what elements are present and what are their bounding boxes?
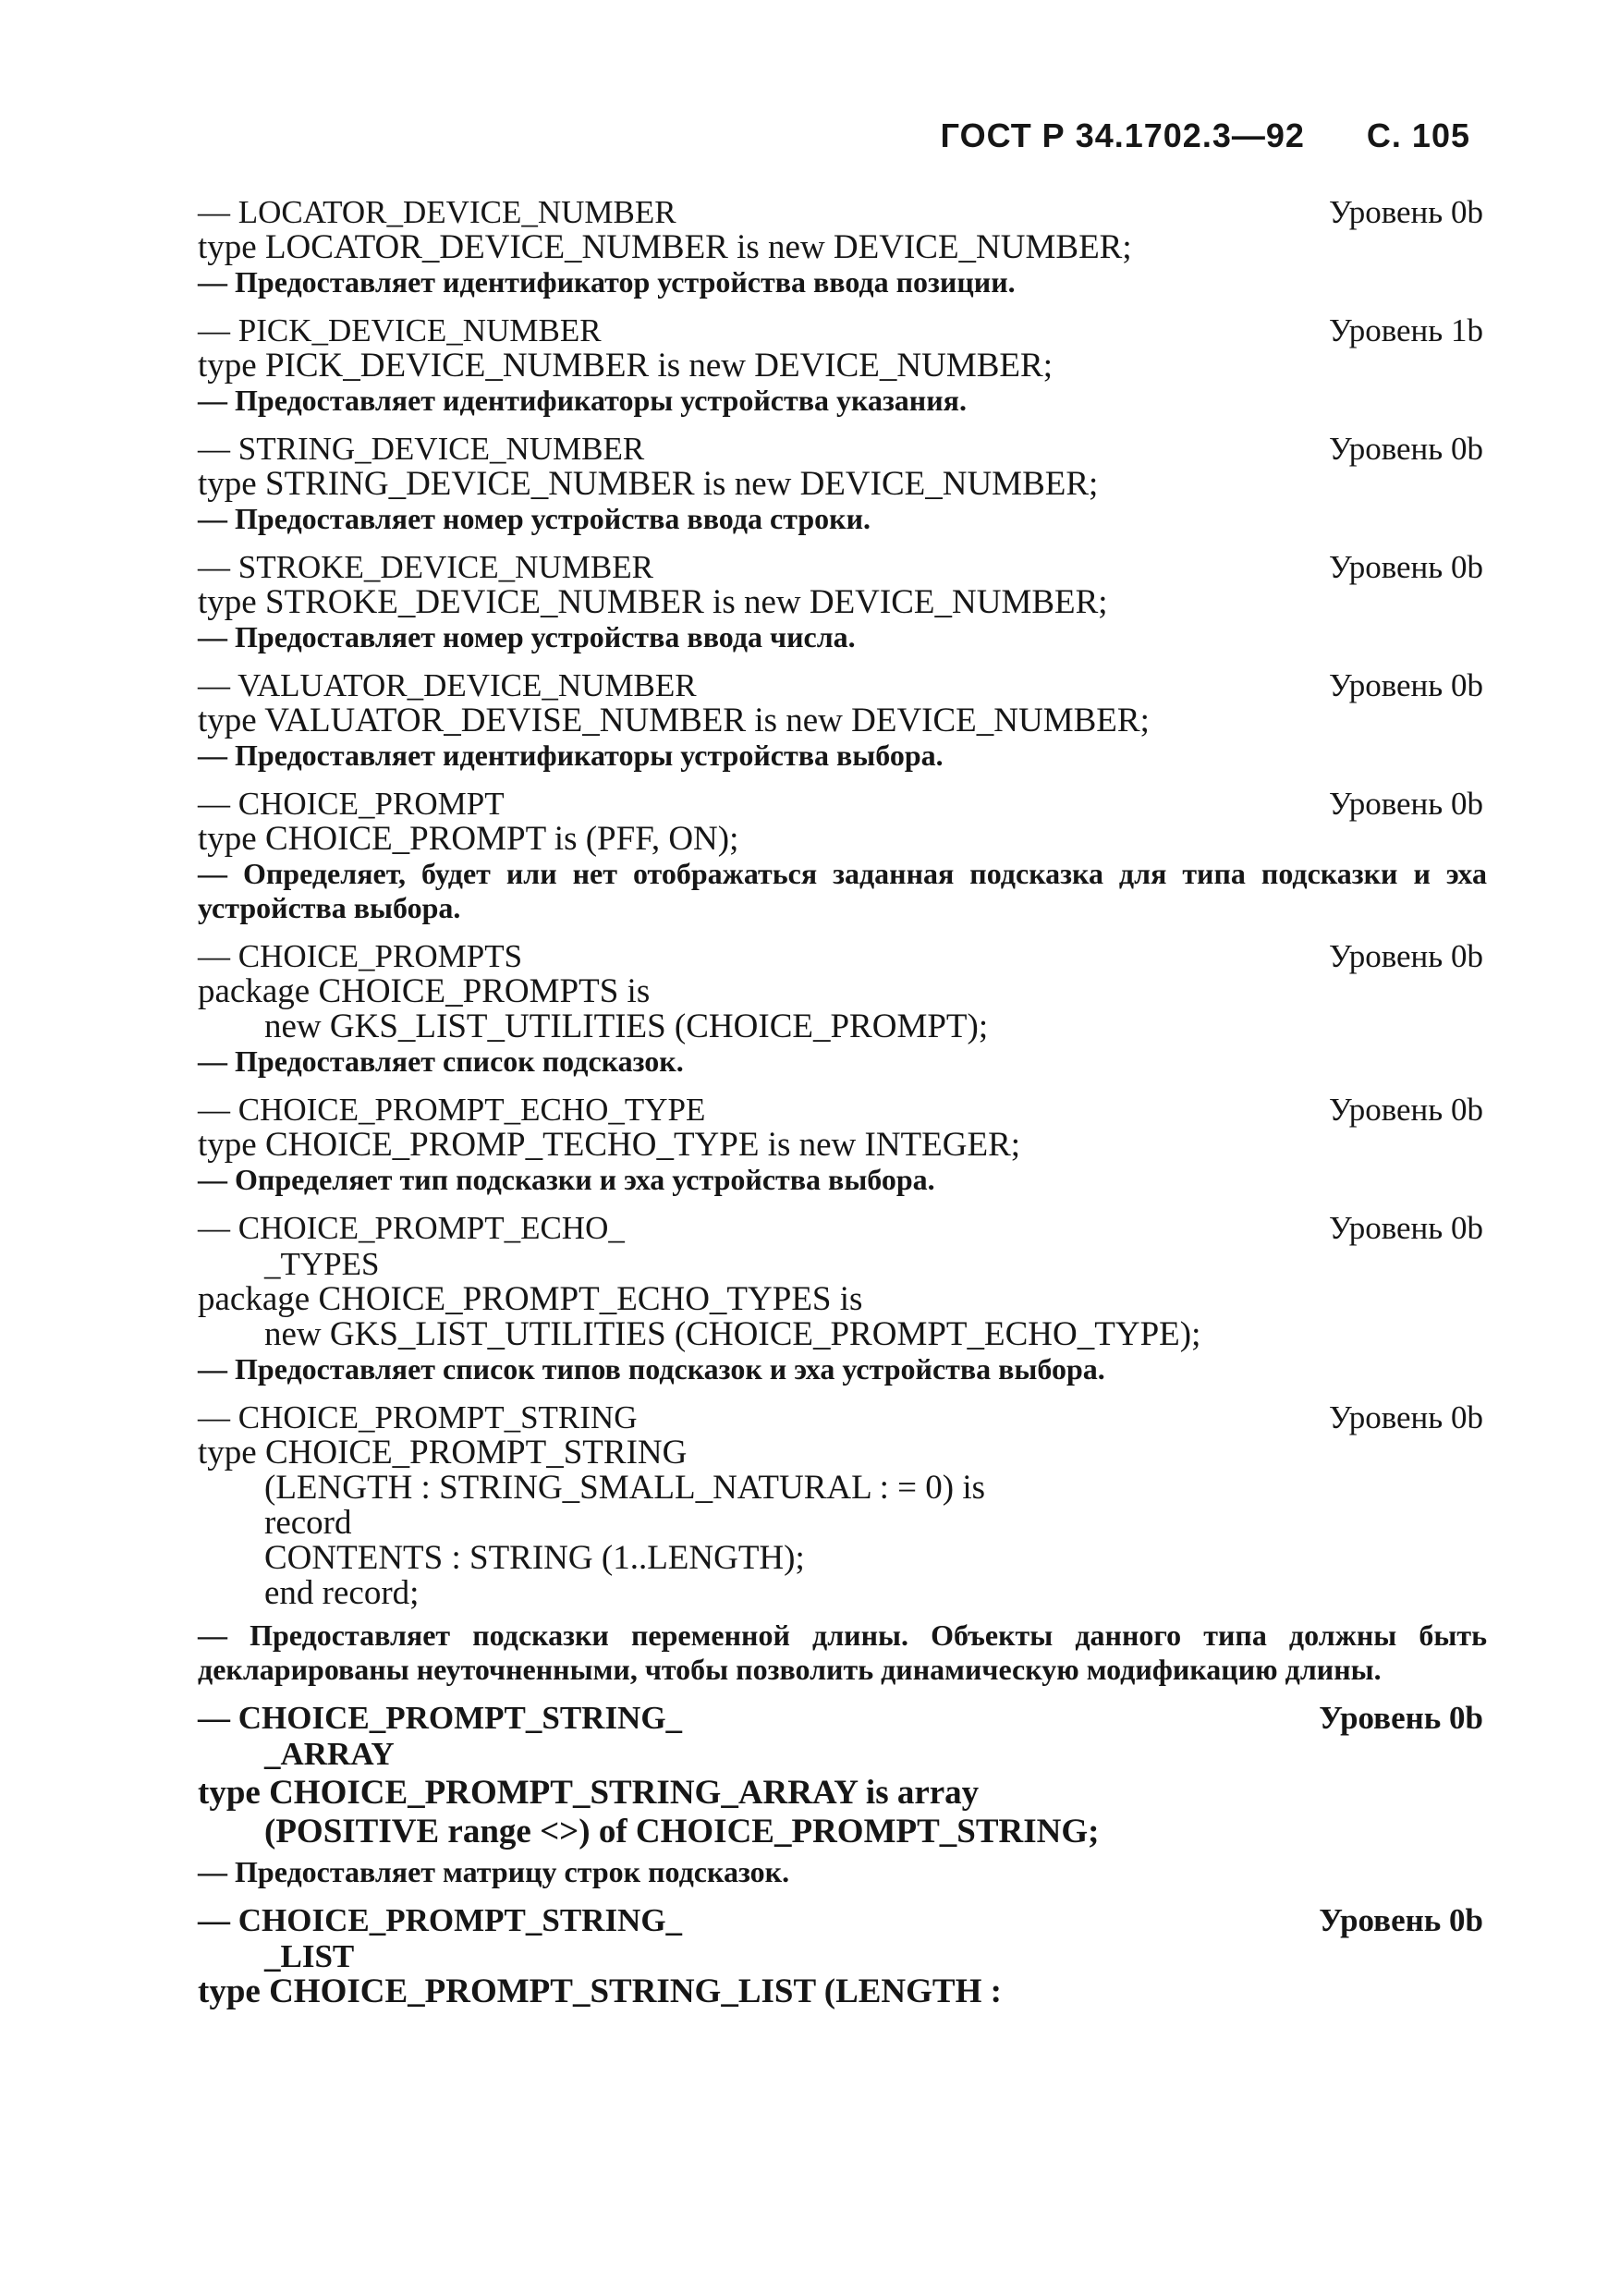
code-line: new GKS_LIST_UTILITIES (CHOICE_PROMPT_ECHO_TYPE);: [264, 1315, 1201, 1353]
level-label: Уровень 1b: [1328, 312, 1483, 348]
type-entry: [198, 786, 1487, 925]
level-label: Уровень 0b: [1328, 194, 1483, 230]
level-label: Уровень 0b: [1328, 549, 1483, 585]
entry-name: — CHOICE_PROMPT_STRING_: [198, 1700, 683, 1736]
type-entry: [198, 1902, 1487, 2009]
page-number: С. 105: [1366, 116, 1470, 154]
code-line: (POSITIVE range <>) of CHOICE_PROMPT_STRING;: [264, 1813, 1100, 1850]
code-line: new GKS_LIST_UTILITIES (CHOICE_PROMPT);: [264, 1008, 989, 1045]
code-line: record: [264, 1504, 352, 1542]
entry-name: — STRING_DEVICE_NUMBER: [198, 431, 645, 467]
document-body: [198, 194, 1487, 2022]
code-line: CONTENTS : STRING (1..LENGTH);: [264, 1539, 805, 1577]
type-entry: [198, 1092, 1487, 1197]
code-line: type STROKE_DEVICE_NUMBER is new DEVICE_NUMBER;: [198, 583, 1108, 621]
package-entry: [198, 1210, 1487, 1386]
type-entry: [198, 549, 1487, 654]
entry-name-continuation: _ARRAY: [264, 1736, 395, 1772]
code-line: type CHOICE_PROMPT_STRING_LIST (LENGTH :: [198, 1972, 1002, 2010]
level-label: Уровень 0b: [1328, 431, 1483, 467]
entry-description: — Предоставляет идентификаторы устройства выбора.: [198, 739, 944, 772]
level-label: Уровень 0b: [1319, 1902, 1483, 1938]
level-label: Уровень 0b: [1328, 938, 1483, 974]
entry-name: — PICK_DEVICE_NUMBER: [198, 312, 602, 348]
code-line: end record;: [264, 1574, 420, 1612]
level-label: Уровень 0b: [1328, 1092, 1483, 1128]
entry-description: — Предоставляет подсказки переменной длины. Объекты данного типа должны быть декларированы неуточненными, чтобы позволить динамическую модификацию длины.: [198, 1618, 1487, 1686]
code-line: type VALUATOR_DEVISE_NUMBER is new DEVICE_NUMBER;: [198, 702, 1150, 739]
entry-name-continuation: _LIST: [264, 1938, 355, 1974]
entry-name-continuation: _TYPES: [264, 1246, 380, 1282]
type-entry: [198, 431, 1487, 536]
entry-name: — CHOICE_PROMPT_ECHO_: [198, 1210, 625, 1246]
code-line: type CHOICE_PROMPT is (PFF, ON);: [198, 820, 739, 858]
entry-name: — VALUATOR_DEVICE_NUMBER: [198, 667, 697, 703]
code-line: type CHOICE_PROMPT_STRING: [198, 1434, 688, 1472]
level-label: Уровень 0b: [1328, 786, 1483, 822]
code-line: type LOCATOR_DEVICE_NUMBER is new DEVICE_NUMBER;: [198, 228, 1132, 266]
type-entry: [198, 194, 1487, 299]
record-entry: [198, 1399, 1487, 1687]
entry-description: — Предоставляет номер устройства ввода числа.: [198, 620, 856, 653]
type-entry: [198, 312, 1487, 418]
entry-name: — LOCATOR_DEVICE_NUMBER: [198, 194, 676, 230]
code-line: type CHOICE_PROMP_TECHO_TYPE is new INTEGER;: [198, 1126, 1021, 1164]
type-entry: [198, 667, 1487, 773]
entry-description: — Предоставляет список типов подсказок и эха устройства выбора.: [198, 1352, 1105, 1386]
array-entry: [198, 1700, 1487, 1889]
entry-name: — CHOICE_PROMPT_STRING: [198, 1399, 638, 1435]
entry-description: — Предоставляет номер устройства ввода строки.: [198, 502, 871, 535]
entry-description: — Предоставляет список подсказок.: [198, 1044, 684, 1078]
package-entry: [198, 938, 1487, 1079]
code-line: type STRING_DEVICE_NUMBER is new DEVICE_NUMBER;: [198, 465, 1099, 503]
entry-description: — Предоставляет идентификаторы устройства указания.: [198, 384, 967, 417]
entry-name: — CHOICE_PROMPT_STRING_: [198, 1902, 683, 1938]
level-label: Уровень 0b: [1319, 1700, 1483, 1736]
entry-name: — CHOICE_PROMPT: [198, 786, 505, 822]
entry-name: — CHOICE_PROMPT_ECHO_TYPE: [198, 1092, 706, 1128]
code-line: package CHOICE_PROMPT_ECHO_TYPES is: [198, 1280, 863, 1318]
entry-name: — STROKE_DEVICE_NUMBER: [198, 549, 653, 585]
code-line: type CHOICE_PROMPT_STRING_ARRAY is array: [198, 1774, 980, 1812]
level-label: Уровень 0b: [1328, 1399, 1483, 1435]
entry-description: — Предоставляет идентификатор устройства ввода позиции.: [198, 265, 1016, 299]
entry-description: — Определяет, будет или нет отображаться заданная подсказка для типа подсказки и эха устройства выбора.: [198, 857, 1487, 924]
standard-number: ГОСТ Р 34.1702.3—92: [940, 116, 1305, 154]
level-label: Уровень 0b: [1328, 1210, 1483, 1246]
code-line: package CHOICE_PROMPTS is: [198, 972, 651, 1010]
entry-name: — CHOICE_PROMPTS: [198, 938, 523, 974]
level-label: Уровень 0b: [1328, 667, 1483, 703]
page-header: [941, 116, 1470, 155]
code-line: type PICK_DEVICE_NUMBER is new DEVICE_NUMBER;: [198, 347, 1053, 385]
entry-description: — Определяет тип подсказки и эха устройства выбора.: [198, 1163, 935, 1196]
code-line: (LENGTH : STRING_SMALL_NATURAL : = 0) is: [264, 1469, 986, 1507]
entry-description: — Предоставляет матрицу строк подсказок.: [198, 1855, 790, 1888]
